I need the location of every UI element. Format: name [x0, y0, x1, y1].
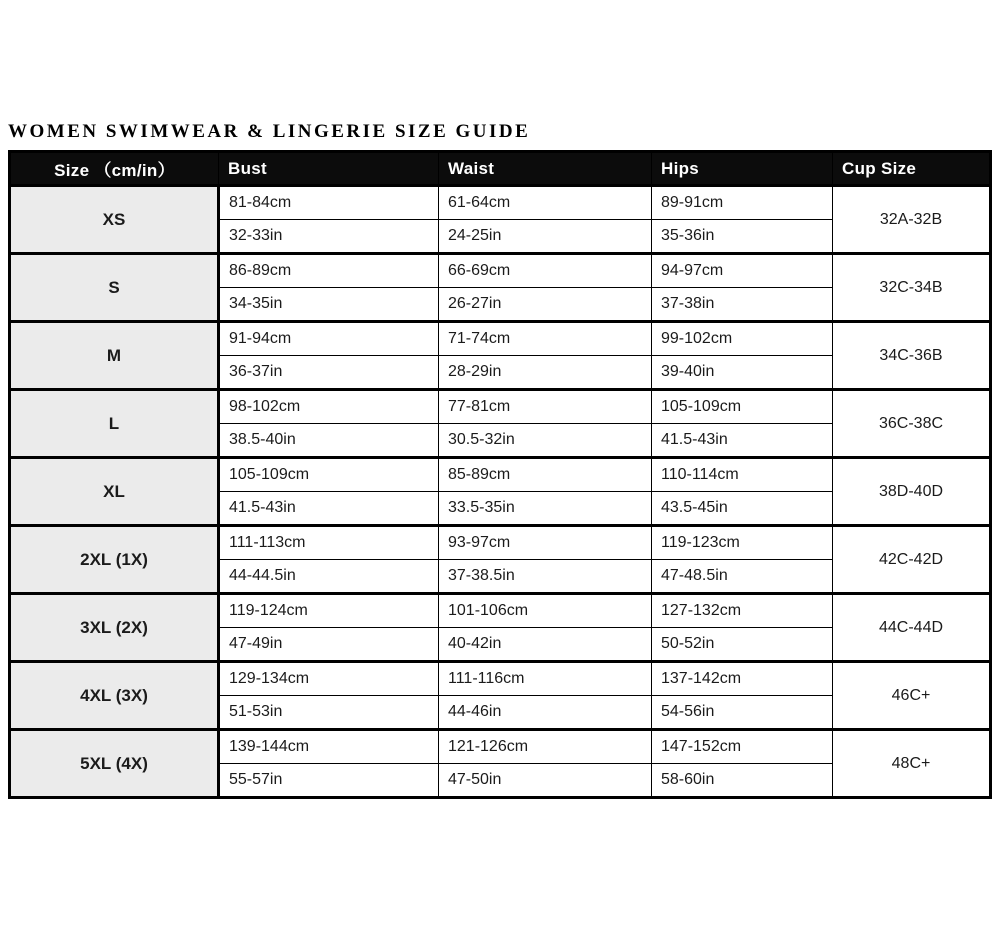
- cup-size-cell: 48C+: [833, 730, 991, 798]
- waist-in-cell: 44-46in: [439, 696, 652, 730]
- bust-in-cell: 55-57in: [219, 764, 439, 798]
- size-cell: M: [10, 322, 219, 390]
- size-cell: 4XL (3X): [10, 662, 219, 730]
- waist-cm-cell: 71-74cm: [439, 322, 652, 356]
- hips-in-cell: 43.5-45in: [652, 492, 833, 526]
- hips-in-cell: 35-36in: [652, 220, 833, 254]
- waist-in-cell: 47-50in: [439, 764, 652, 798]
- hips-in-cell: 58-60in: [652, 764, 833, 798]
- hips-cm-cell: 137-142cm: [652, 662, 833, 696]
- bust-column-header: Bust: [219, 152, 439, 186]
- table-row: [10, 730, 991, 764]
- bust-cm-cell: 139-144cm: [219, 730, 439, 764]
- bust-cm-cell: 81-84cm: [219, 186, 439, 220]
- size-cell: 3XL (2X): [10, 594, 219, 662]
- hips-cm-cell: 89-91cm: [652, 186, 833, 220]
- hips-in-cell: 37-38in: [652, 288, 833, 322]
- table-row: [10, 390, 991, 424]
- waist-in-cell: 24-25in: [439, 220, 652, 254]
- bust-in-cell: 38.5-40in: [219, 424, 439, 458]
- size-group-l: [10, 390, 991, 458]
- table-row: [10, 662, 991, 696]
- hips-cm-cell: 110-114cm: [652, 458, 833, 492]
- waist-in-cell: 33.5-35in: [439, 492, 652, 526]
- hips-cm-cell: 94-97cm: [652, 254, 833, 288]
- cup-column-header: Cup Size: [833, 152, 991, 186]
- size-group-m: [10, 322, 991, 390]
- waist-in-cell: 40-42in: [439, 628, 652, 662]
- size-group-4xl: [10, 662, 991, 730]
- table-row: [10, 186, 991, 220]
- table-row: [10, 254, 991, 288]
- hips-in-cell: 39-40in: [652, 356, 833, 390]
- cup-size-cell: 34C-36B: [833, 322, 991, 390]
- bust-in-cell: 34-35in: [219, 288, 439, 322]
- table-row: [10, 458, 991, 492]
- size-cell: 2XL (1X): [10, 526, 219, 594]
- cup-size-cell: 46C+: [833, 662, 991, 730]
- bust-in-cell: 44-44.5in: [219, 560, 439, 594]
- cup-size-cell: 44C-44D: [833, 594, 991, 662]
- bust-cm-cell: 111-113cm: [219, 526, 439, 560]
- size-column-header: Size （cm/in）: [10, 152, 219, 186]
- waist-cm-cell: 66-69cm: [439, 254, 652, 288]
- bust-in-cell: 41.5-43in: [219, 492, 439, 526]
- bust-cm-cell: 129-134cm: [219, 662, 439, 696]
- size-guide-table: [8, 150, 992, 799]
- table-row: [10, 322, 991, 356]
- hips-in-cell: 41.5-43in: [652, 424, 833, 458]
- cup-size-cell: 32A-32B: [833, 186, 991, 254]
- hips-column-header: Hips: [652, 152, 833, 186]
- size-group-5xl: [10, 730, 991, 798]
- hips-cm-cell: 127-132cm: [652, 594, 833, 628]
- bust-in-cell: 51-53in: [219, 696, 439, 730]
- bust-in-cell: 47-49in: [219, 628, 439, 662]
- size-group-2xl: [10, 526, 991, 594]
- size-cell: XS: [10, 186, 219, 254]
- waist-cm-cell: 85-89cm: [439, 458, 652, 492]
- waist-cm-cell: 61-64cm: [439, 186, 652, 220]
- size-cell: L: [10, 390, 219, 458]
- page-title: WOMEN SWIMWEAR & LINGERIE SIZE GUIDE: [8, 121, 531, 142]
- hips-in-cell: 54-56in: [652, 696, 833, 730]
- bust-in-cell: 32-33in: [219, 220, 439, 254]
- bust-cm-cell: 86-89cm: [219, 254, 439, 288]
- size-group-xl: [10, 458, 991, 526]
- hips-cm-cell: 99-102cm: [652, 322, 833, 356]
- waist-in-cell: 30.5-32in: [439, 424, 652, 458]
- table-header-row: [10, 152, 991, 186]
- waist-in-cell: 26-27in: [439, 288, 652, 322]
- cup-size-cell: 38D-40D: [833, 458, 991, 526]
- waist-cm-cell: 77-81cm: [439, 390, 652, 424]
- cup-size-cell: 36C-38C: [833, 390, 991, 458]
- size-group-3xl: [10, 594, 991, 662]
- waist-cm-cell: 93-97cm: [439, 526, 652, 560]
- size-group-xs: [10, 186, 991, 254]
- bust-cm-cell: 91-94cm: [219, 322, 439, 356]
- size-cell: S: [10, 254, 219, 322]
- size-group-s: [10, 254, 991, 322]
- bust-cm-cell: 98-102cm: [219, 390, 439, 424]
- waist-in-cell: 37-38.5in: [439, 560, 652, 594]
- waist-cm-cell: 101-106cm: [439, 594, 652, 628]
- waist-column-header: Waist: [439, 152, 652, 186]
- hips-cm-cell: 147-152cm: [652, 730, 833, 764]
- waist-cm-cell: 111-116cm: [439, 662, 652, 696]
- bust-cm-cell: 119-124cm: [219, 594, 439, 628]
- hips-cm-cell: 119-123cm: [652, 526, 833, 560]
- hips-cm-cell: 105-109cm: [652, 390, 833, 424]
- bust-cm-cell: 105-109cm: [219, 458, 439, 492]
- table-row: [10, 594, 991, 628]
- table-row: [10, 526, 991, 560]
- size-cell: XL: [10, 458, 219, 526]
- hips-in-cell: 50-52in: [652, 628, 833, 662]
- bust-in-cell: 36-37in: [219, 356, 439, 390]
- cup-size-cell: 42C-42D: [833, 526, 991, 594]
- waist-in-cell: 28-29in: [439, 356, 652, 390]
- size-cell: 5XL (4X): [10, 730, 219, 798]
- cup-size-cell: 32C-34B: [833, 254, 991, 322]
- hips-in-cell: 47-48.5in: [652, 560, 833, 594]
- waist-cm-cell: 121-126cm: [439, 730, 652, 764]
